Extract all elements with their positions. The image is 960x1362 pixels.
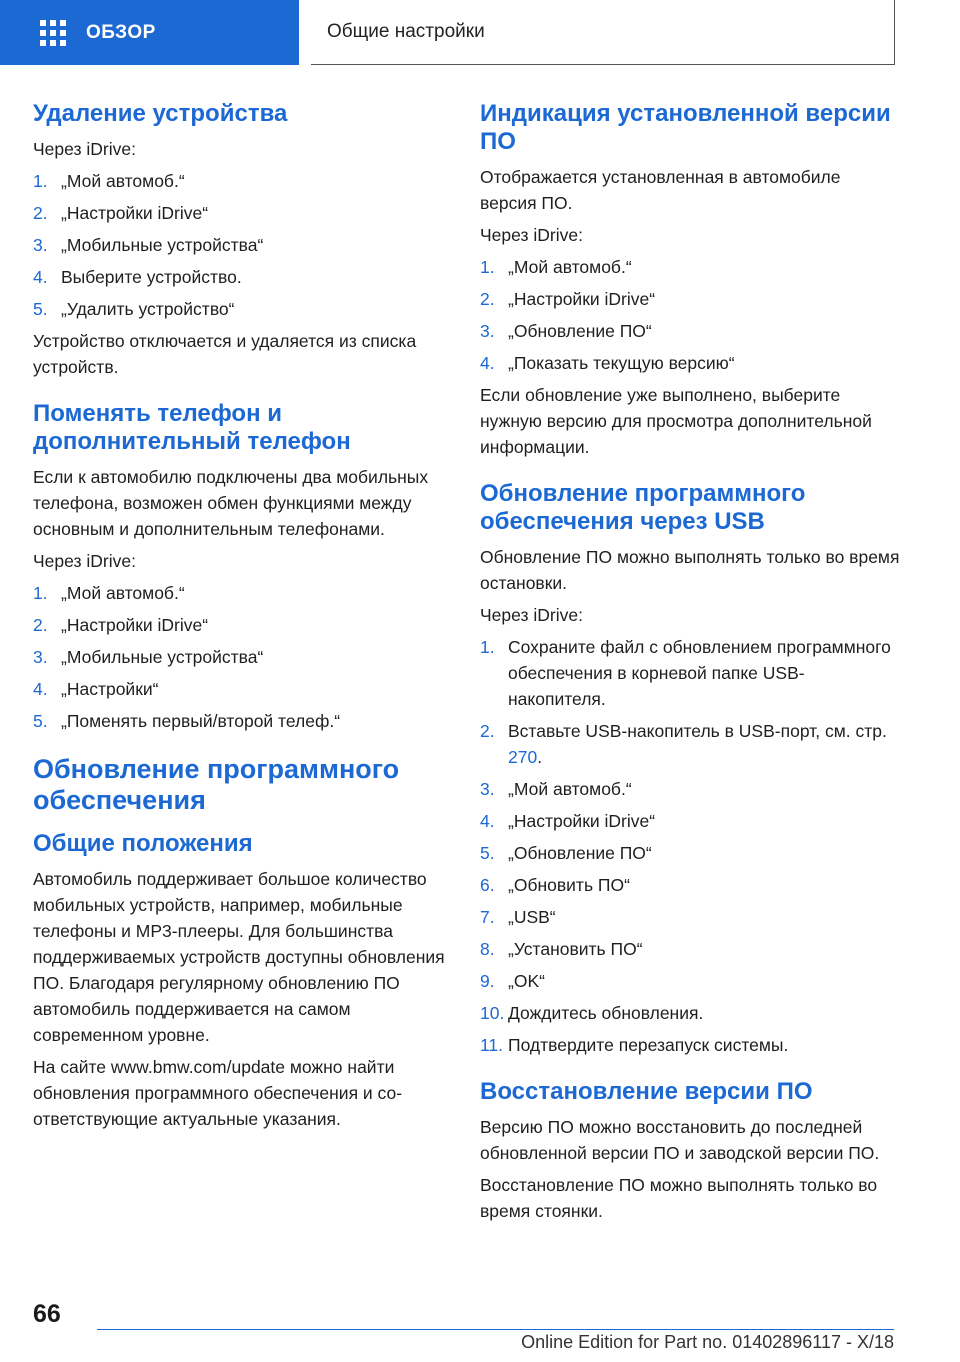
step-number: 7. [480,907,495,927]
step-text: Подтвердите перезапуск системы. [508,1035,789,1055]
section-title: Удаление устройства [33,100,288,127]
step-number: 3. [480,779,495,799]
paragraph: Обновление ПО можно выполнять только во время остановки. [480,547,900,593]
footer-edition: Online Edition for Part no. 01402896117 - X/18 [521,1332,894,1352]
step-text [508,718,900,770]
step-text-end: . [537,747,543,767]
section-remove-device [33,100,453,380]
overview-label: ОБЗОР [86,21,156,43]
chapter-heading: Обновление программного обеспечения [33,754,400,815]
step-number: 1. [33,171,48,191]
step-text: „Настройки iDrive“ [61,203,209,223]
paragraph: Через iDrive: [480,225,583,245]
list-item [480,1032,900,1058]
list-item [480,634,900,712]
list-item [480,1000,900,1026]
list-item [480,318,900,344]
step-number: 2. [33,615,48,635]
list-item [480,286,900,312]
step-text: „Установить ПО“ [508,939,643,959]
list-item [480,904,900,930]
step-number: 5. [33,711,48,731]
step-text: „Удалить устройство“ [61,299,235,319]
step-text: Выберите устройство. [61,267,242,287]
step-number: 4. [33,267,48,287]
step-text: Дождитесь обновления. [508,1003,704,1023]
step-number: 3. [480,321,495,341]
step-number: 2. [480,289,495,309]
list-item [33,612,453,638]
chapter-title: Общие настройки [327,21,485,42]
step-text: „Обновление ПО“ [508,321,652,341]
list-item [33,168,453,194]
grid-icon [40,20,66,46]
paragraph: Восстановление ПО можно выполнять только во время стоянки. [480,1175,878,1221]
paragraph: Через iDrive: [33,551,136,571]
list-item [33,264,453,290]
list-item [480,776,900,802]
step-number: 4. [33,679,48,699]
paragraph: Если обновление уже выполнено, выберите нужную версию для просмотра дополнительной информации. [480,385,872,457]
step-number: 3. [33,235,48,255]
section-title: Индикация установленной версии ПО [480,100,891,155]
steps-list [480,254,900,376]
step-number: 10. [480,1003,505,1023]
step-number: 9. [480,971,495,991]
step-number: 6. [480,875,495,895]
step-number: 4. [480,353,495,373]
section-title: Восстановление версии ПО [480,1078,813,1105]
list-item [480,350,900,376]
step-number: 5. [33,299,48,319]
chapter-header [311,0,895,65]
paragraph: Устройство отключается и удаляется из списка устройств. [33,331,417,377]
paragraph: Через iDrive: [480,605,583,625]
step-text: „OK“ [508,971,545,991]
list-item [480,968,900,994]
section-general [33,830,453,1132]
step-text: „Мой автомоб.“ [508,779,632,799]
step-text: „Обновить ПО“ [508,875,630,895]
step-text: „Мой автомоб.“ [508,257,632,277]
footer-divider [97,1329,894,1330]
step-number: 1. [480,257,495,277]
page-reference-link[interactable]: 270 [508,747,538,767]
section-usb-update [480,480,900,1058]
list-item [480,254,900,280]
list-item [33,644,453,670]
list-item [480,872,900,898]
step-number: 8. [480,939,495,959]
list-item [480,808,900,834]
list-item [33,296,453,322]
paragraph: Если к автомобилю подключены два мобильных телефона, возможен обмен функциями между основным и дополнительным телефонами. [33,467,429,539]
step-number: 1. [33,583,48,603]
right-column [480,100,900,1244]
step-text: „Настройки iDrive“ [508,811,656,831]
step-text: „Поменять первый/второй телеф.“ [61,711,341,731]
step-text: „Обновление ПО“ [508,843,652,863]
steps-list [33,580,453,734]
list-item [480,718,900,770]
list-item [33,232,453,258]
overview-tab[interactable] [0,0,299,65]
step-number: 2. [33,203,48,223]
step-text: „USB“ [508,907,556,927]
section-software-update [33,754,453,816]
list-item [480,840,900,866]
step-text: „Настройки iDrive“ [61,615,209,635]
step-text: „Мой автомоб.“ [61,583,185,603]
steps-list [480,776,900,1058]
step-text: Сохраните файл с обновлением программного обеспечения в корневой папке USB-накопителя. [508,637,891,709]
page-number: 66 [33,1300,61,1328]
section-show-version [480,100,900,460]
list-item [33,708,453,734]
step-number: 4. [480,811,495,831]
step-text: „Настройки“ [61,679,159,699]
paragraph: Автомобиль поддерживает большое количество мобильных устройств, например, мобильные телефоны и MP3-плееры. Для большинства поддерживаемых устройств доступны обновления ПО. Благодаря регулярному обновлению ПО автомобиль поддерживается на самом современном уровне. [33,869,445,1045]
list-item [33,580,453,606]
steps-list [480,634,900,770]
step-text: „Показать текущую версию“ [508,353,735,373]
step-number: 3. [33,647,48,667]
step-text: „Мой автомоб.“ [61,171,185,191]
step-number: 11. [480,1035,504,1055]
section-swap-phone [33,400,453,734]
section-title: Общие положения [33,830,253,857]
step-number: 2. [480,721,495,741]
step-text-part: Вставьте USB-накопитель в USB-порт, см. стр. [508,721,887,741]
paragraph: На сайте www.bmw.com/update можно найти обновления программного обеспечения и соответствующие актуальные указания. [33,1057,403,1129]
list-item [33,676,453,702]
section-restore-version [480,1078,900,1224]
step-number: 1. [480,637,495,657]
steps-list [33,168,453,322]
step-text: „Мобильные устройства“ [61,235,264,255]
section-title: Поменять телефон и дополнительный телефон [33,400,351,455]
left-column [33,100,453,1152]
list-item [33,200,453,226]
step-number: 5. [480,843,495,863]
paragraph: Отображается установленная в автомобиле версия ПО. [480,167,841,213]
list-item [480,936,900,962]
paragraph: Версию ПО можно восстановить до последней обновленной версии ПО и заводской версии ПО. [480,1117,880,1163]
step-text: „Настройки iDrive“ [508,289,656,309]
paragraph: Через iDrive: [33,139,136,159]
step-text: „Мобильные устройства“ [61,647,264,667]
section-title: Обновление программного обеспечения через USB [480,480,806,535]
